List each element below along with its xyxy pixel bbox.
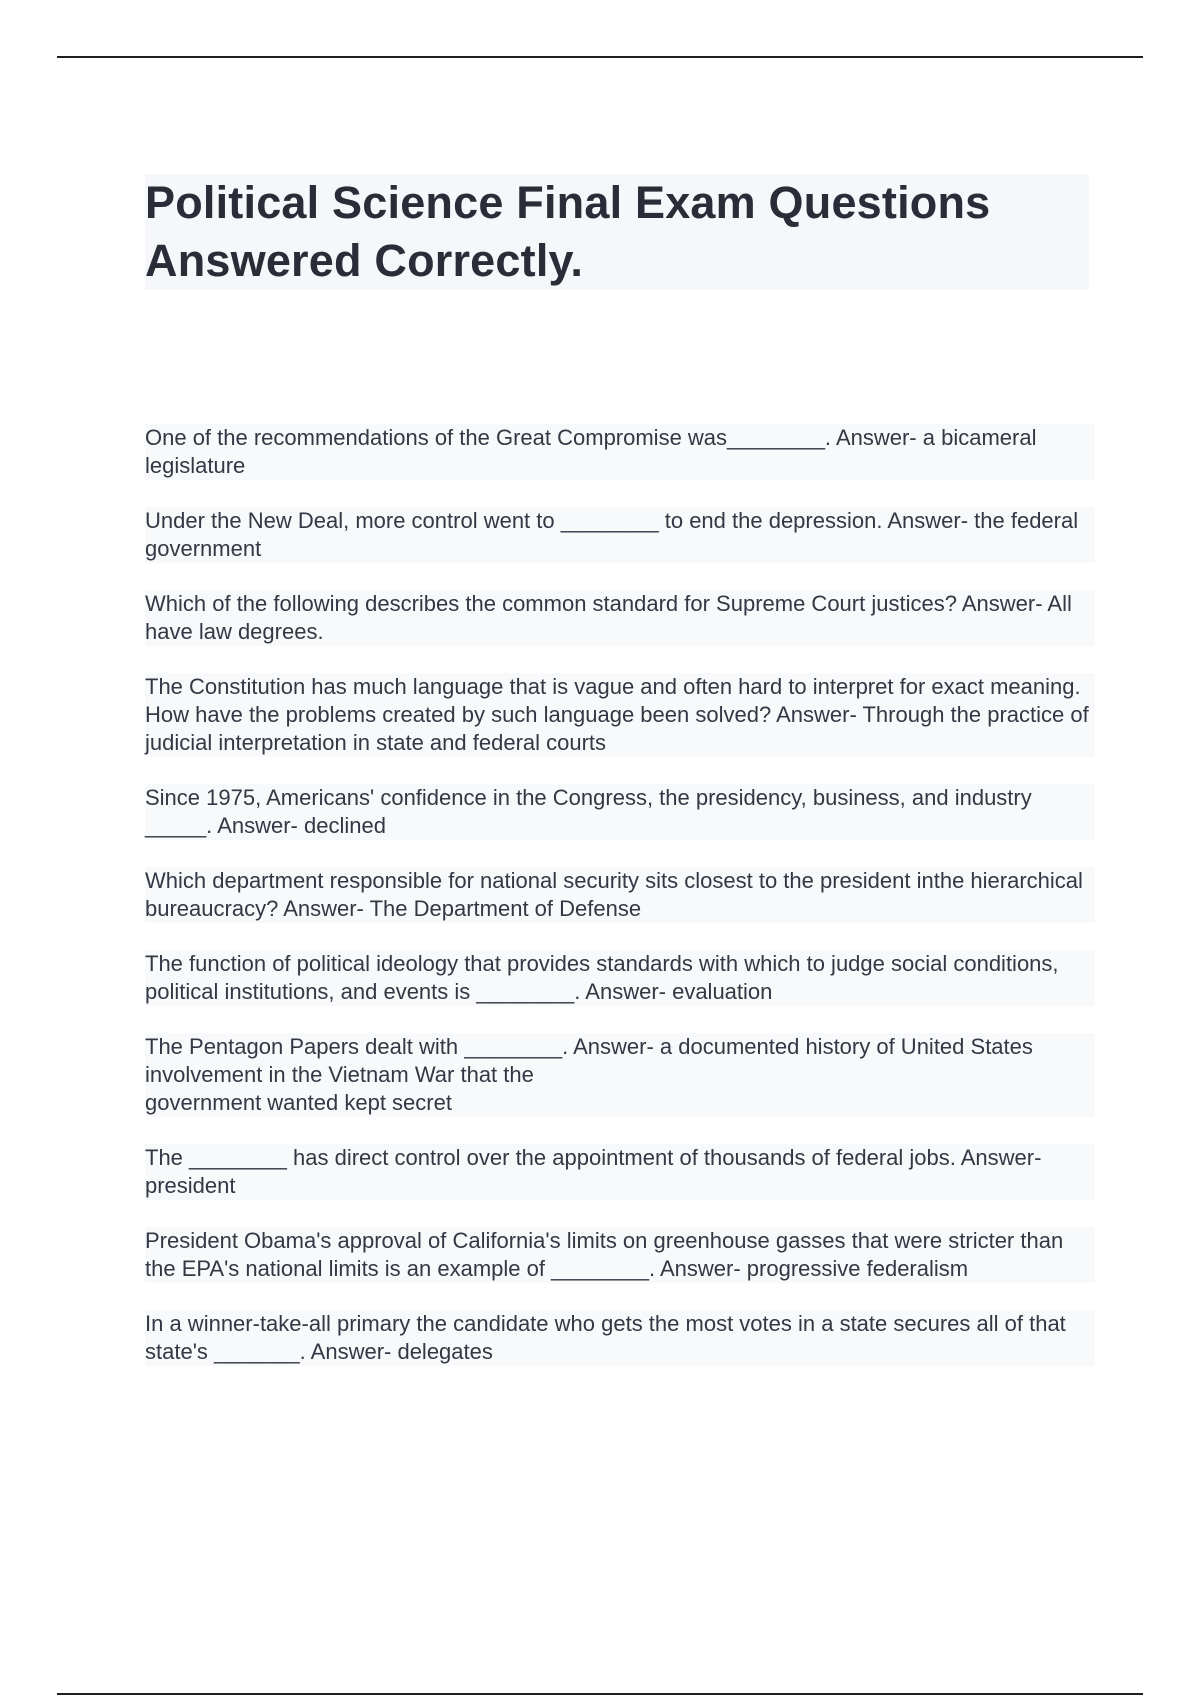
qa-item: The ________ has direct control over the appointment of thousands of federal jobs. Answer- president (145, 1144, 1095, 1200)
qa-item: Since 1975, Americans' confidence in the Congress, the presidency, business, and industry _____. Answer- declined (145, 784, 1095, 840)
qa-item: The Pentagon Papers dealt with ________. Answer- a documented history of United States involvement in the Vietnam War that the government wanted kept secret (145, 1033, 1095, 1117)
qa-item: In a winner-take-all primary the candidate who gets the most votes in a state secures all of that state's _______. Answer- delegates (145, 1310, 1095, 1366)
qa-item: One of the recommendations of the Great Compromise was________. Answer- a bicameral legislature (145, 424, 1095, 480)
bottom-divider (57, 1693, 1143, 1695)
top-divider (57, 56, 1143, 58)
title-block (145, 174, 1089, 290)
qa-item: President Obama's approval of California's limits on greenhouse gasses that were stricter than the EPA's national limits is an example of ________. Answer- progressive federalism (145, 1227, 1095, 1283)
qa-item: Which of the following describes the common standard for Supreme Court justices? Answer- All have law degrees. (145, 590, 1095, 646)
qa-item: The Constitution has much language that is vague and often hard to interpret for exact meaning. How have the problems created by such language been solved? Answer- Through the practice of judicial interpretation in state and federal courts (145, 673, 1095, 757)
qa-item: Which department responsible for national security sits closest to the president inthe hierarchical bureaucracy? Answer- The Department of Defense (145, 867, 1095, 923)
qa-list (145, 424, 1095, 1393)
qa-item: Under the New Deal, more control went to ________ to end the depression. Answer- the federal government (145, 507, 1095, 563)
qa-item: The function of political ideology that provides standards with which to judge social conditions, political institutions, and events is ________. Answer- evaluation (145, 950, 1095, 1006)
page-title: Political Science Final Exam Questions Answered Correctly. (145, 177, 991, 286)
